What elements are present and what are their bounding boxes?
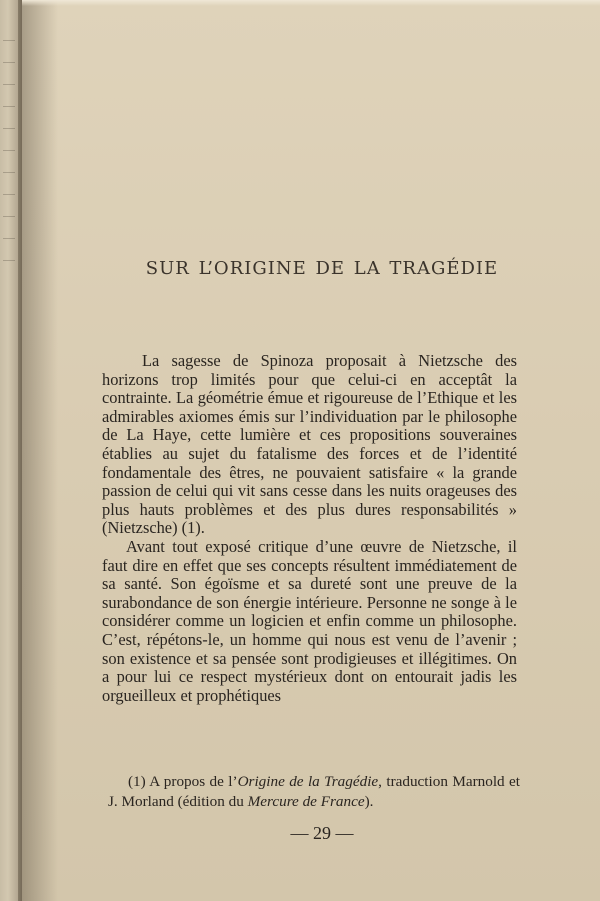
left-page-line	[3, 260, 15, 261]
book-page	[22, 0, 600, 901]
footnote-text: ).	[364, 792, 374, 810]
footnote-italic-title: Origine de la Tragédie	[237, 773, 379, 790]
left-page-line	[3, 128, 15, 129]
left-page-line	[3, 150, 15, 151]
page-top-edge	[22, 0, 600, 6]
footnote-text: , traduction Marnold et J. Morland (édition du	[108, 773, 520, 810]
footnote-italic-publisher: Mercure de France	[247, 792, 365, 810]
paragraph: Avant tout exposé critique d’une œuvre de Nietzsche, il faut dire en effet que ses concepts résultent immédiatement de sa santé. Son égoïsme et sa dureté sont une preuve de la surabondance de son énergie intérieure. Personne ne songe à le considérer comme un logicien et enfin comme un philosophe. C’est, répétons-le, un homme qui nous est venu de l’avenir ; son existence et sa pensée sont prodigieuses et illégitimes. On a pour lui ce respect mystérieux dont on entourait jadis les orgueilleux et prophétiques	[102, 536, 517, 705]
paragraph: La sagesse de Spinoza proposait à Nietzsche des horizons trop limités pour que celui-ci en acceptât la contrainte. La géométrie émue et rigoureuse de l’Ethique et les admirables axiomes émis sur l’individuation par le philosophe de La Haye, cette lumière et ces propositions souveraines établies au sujet du fatalisme des forces et de l’identité fondamentale des êtres, ne pouvaient satisfaire « la grande passion de celui qui vit sans cesse dans les nuits orageuses des plus hauts problèmes et des plus dures responsabilités » (Nietzsche) (1).	[102, 351, 517, 538]
left-page-line	[3, 172, 15, 173]
footnote-text: (1) A propos de l’	[128, 773, 238, 790]
chapter-title: SUR L’ORIGINE DE LA TRAGÉDIE	[145, 258, 499, 279]
left-page-line	[3, 62, 15, 63]
left-page-line	[3, 194, 15, 195]
left-page-line	[3, 84, 15, 85]
body-text	[102, 352, 517, 705]
left-page-line	[3, 238, 15, 239]
footnote	[108, 772, 520, 811]
page-number: — 29 —	[290, 823, 354, 843]
left-page-line	[3, 106, 15, 107]
gutter-shadow	[18, 0, 58, 901]
left-page-line	[3, 216, 15, 217]
left-page-line	[3, 40, 15, 41]
